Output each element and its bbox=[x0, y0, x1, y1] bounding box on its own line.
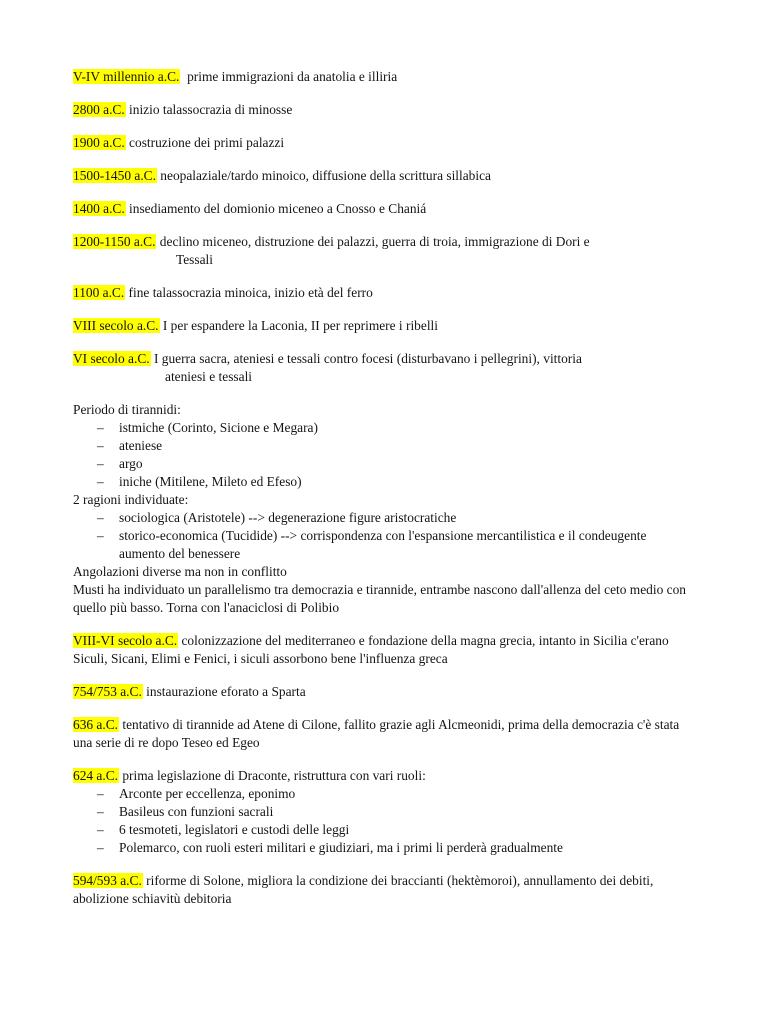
angolazioni-text: Angolazioni diverse ma non in conflitto bbox=[73, 564, 287, 579]
timeline-entry bbox=[73, 200, 693, 218]
dash-bullet: – bbox=[97, 420, 104, 435]
entry-text: declino miceneo, distruzione dei palazzi, guerra di troia, immigrazione di Dori e bbox=[156, 234, 590, 249]
entry-text: I guerra sacra, ateniesi e tessali contro focesi (disturbavano i pellegrini), vittoria bbox=[150, 351, 582, 366]
timeline-entry bbox=[73, 101, 693, 119]
timeline-entry bbox=[73, 350, 693, 386]
timeline-entry bbox=[73, 134, 693, 152]
entry-text: instaurazione eforato a Sparta bbox=[142, 684, 306, 699]
list-item: – iniche (Mitilene, Mileto ed Efeso) bbox=[97, 474, 302, 489]
document-page bbox=[73, 68, 693, 923]
timeline-entry bbox=[73, 767, 693, 785]
tirannidi-list bbox=[73, 419, 693, 491]
list-item: – storico-economica (Tucidide) --> corrispondenza con l'espansione mercantilistica e il condeugente aumento del benessere bbox=[97, 528, 647, 561]
timeline-entry bbox=[73, 284, 693, 302]
ragioni-heading: 2 ragioni individuate: bbox=[73, 492, 189, 507]
dash-bullet: – bbox=[97, 804, 104, 819]
date-highlight: VIII-VI secolo a.C. bbox=[73, 633, 178, 648]
date-highlight: 1500-1450 a.C. bbox=[73, 168, 156, 183]
timeline-entry bbox=[73, 167, 693, 185]
date-highlight: 594/593 a.C. bbox=[73, 873, 142, 888]
date-highlight: 624 a.C. bbox=[73, 768, 119, 783]
tirannidi-section bbox=[73, 401, 693, 617]
dracone-section bbox=[73, 767, 693, 857]
dash-bullet: – bbox=[97, 840, 104, 855]
dash-bullet: – bbox=[97, 438, 104, 453]
entry-text: costruzione dei primi palazzi bbox=[125, 135, 285, 150]
list-item: – istmiche (Corinto, Sicione e Megara) bbox=[97, 420, 318, 435]
date-highlight: 636 a.C. bbox=[73, 717, 119, 732]
dash-bullet: – bbox=[97, 528, 104, 543]
ragioni-list bbox=[73, 509, 693, 563]
dash-bullet: – bbox=[97, 474, 104, 489]
entry-text: colonizzazione del mediterraneo e fondazione della magna grecia, intanto in Sicilia c'erano Siculi, Sicani, Elimi e Fenici, i siculi assorbono bene l'influenza greca bbox=[73, 633, 669, 666]
date-highlight: VI secolo a.C. bbox=[73, 351, 150, 366]
list-item: – ateniese bbox=[97, 438, 163, 453]
list-item: – sociologica (Aristotele) --> degenerazione figure aristocratiche bbox=[97, 510, 457, 525]
timeline-entry bbox=[73, 317, 693, 335]
entry-text: fine talassocrazia minoica, inizio età del ferro bbox=[125, 285, 373, 300]
dash-bullet: – bbox=[97, 822, 104, 837]
date-highlight: 2800 a.C. bbox=[73, 102, 125, 117]
timeline-entry bbox=[73, 716, 693, 752]
date-highlight: 1200-1150 a.C. bbox=[73, 234, 156, 249]
entry-text: tentativo di tirannide ad Atene di Cilone, fallito grazie agli Alcmeonidi, prima della democrazia c'è stata una serie di re dopo Teseo ed Egeo bbox=[73, 717, 680, 750]
dash-bullet: – bbox=[97, 456, 104, 471]
list-item: – 6 tesmoteti, legislatori e custodi delle leggi bbox=[97, 822, 350, 837]
date-highlight: 1100 a.C. bbox=[73, 285, 125, 300]
entry-text: I per espandere la Laconia, II per reprimere i ribelli bbox=[159, 318, 438, 333]
entry-text: neopalaziale/tardo minoico, diffusione della scrittura sillabica bbox=[156, 168, 491, 183]
list-item: – argo bbox=[97, 456, 143, 471]
date-highlight: 754/753 a.C. bbox=[73, 684, 142, 699]
entry-text: prima legislazione di Draconte, ristruttura con vari ruoli: bbox=[119, 768, 426, 783]
entry-text: riforme di Solone, migliora la condizione dei braccianti (hektèmoroi), annullamento dei debiti, abolizione schiavitù debitoria bbox=[73, 873, 654, 906]
dash-bullet: – bbox=[97, 510, 104, 525]
entry-continuation: ateniesi e tessali bbox=[165, 369, 253, 384]
date-highlight: 1900 a.C. bbox=[73, 135, 125, 150]
entry-text: insediamento del domionio miceneo a Cnosso e Chaniá bbox=[125, 201, 427, 216]
list-item: – Basileus con funzioni sacrali bbox=[97, 804, 274, 819]
timeline-entry bbox=[73, 68, 693, 86]
entry-text: prime immigrazioni da anatolia e illiria bbox=[180, 69, 398, 84]
timeline-entry bbox=[73, 632, 693, 668]
list-item: – Polemarco, con ruoli esteri militari e giudiziari, ma i primi li perderà gradualmente bbox=[97, 840, 563, 855]
timeline-entry bbox=[73, 683, 693, 701]
list-item: – Arconte per eccellenza, eponimo bbox=[97, 786, 296, 801]
date-highlight: 1400 a.C. bbox=[73, 201, 125, 216]
entry-continuation: Tessali bbox=[176, 252, 213, 267]
tirannidi-heading: Periodo di tirannidi: bbox=[73, 402, 181, 417]
timeline-entry bbox=[73, 233, 693, 269]
timeline-entry bbox=[73, 872, 693, 908]
dracone-roles-list bbox=[73, 785, 693, 857]
dash-bullet: – bbox=[97, 786, 104, 801]
date-highlight: V-IV millennio a.C. bbox=[73, 69, 180, 84]
entry-text: inizio talassocrazia di minosse bbox=[125, 102, 293, 117]
musti-text: Musti ha individuato un parallelismo tra democrazia e tirannide, entrambe nascono dall'allenza del ceto medio con quello più basso. Torna con l'anaciclosi di Polibio bbox=[73, 582, 686, 615]
date-highlight: VIII secolo a.C. bbox=[73, 318, 159, 333]
